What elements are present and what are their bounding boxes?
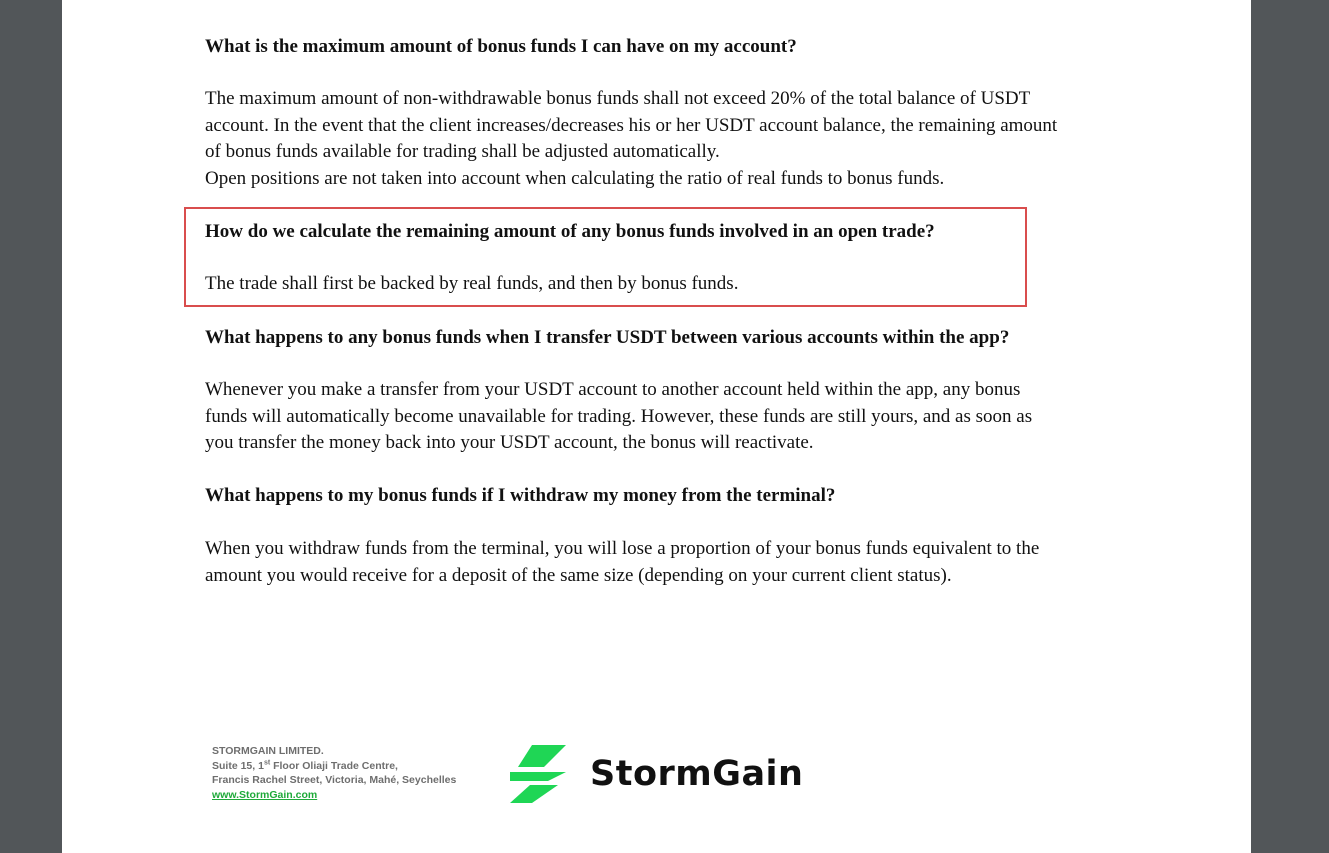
answer-line: amount you would receive for a deposit of the same size (depending on your current client status). (205, 564, 952, 586)
faq-question-2: How do we calculate the remaining amount of any bonus funds involved in an open trade? (205, 221, 935, 242)
highlight-box (184, 207, 1027, 307)
footer-address (212, 744, 456, 802)
footer-company: STORMGAIN LIMITED. (212, 745, 324, 757)
stormgain-logo (510, 745, 803, 803)
answer-line: you transfer the money back into your USDT account, the bonus will reactivate. (205, 432, 814, 453)
answer-line: account. In the event that the client increases/decreases his or her USDT account balance, the remaining amount (205, 114, 1058, 136)
answer-line: Whenever you make a transfer from your USDT account to another account held within the app, any bonus (205, 379, 1021, 400)
answer-line: The trade shall first be backed by real funds, and then by bonus funds. (205, 273, 739, 294)
faq-answer-4 (205, 536, 1115, 589)
answer-line: of bonus funds available for trading shall be adjusted automatically. (205, 141, 720, 162)
document-page (62, 0, 1251, 853)
answer-line: funds will automatically become unavailable for trading. However, these funds are still yours, and as soon as (205, 405, 1033, 427)
faq-question-3: What happens to any bonus funds when I transfer USDT between various accounts within the app? (205, 327, 1010, 348)
faq-question-4: What happens to my bonus funds if I withdraw my money from the terminal? (205, 485, 836, 506)
answer-line: When you withdraw funds from the terminal, you will lose a proportion of your bonus funds equivalent to the (205, 538, 1040, 559)
footer-address-line-2: Francis Rachel Street, Victoria, Mahé, Seychelles (212, 774, 457, 786)
footer-website-link[interactable]: www.StormGain.com (212, 788, 318, 801)
faq-answer-3 (205, 377, 1115, 457)
lightning-bolt-logo-icon (510, 745, 566, 803)
logo-wordmark: StormGain (590, 754, 804, 794)
footer-address-line-1: Suite 15, 1st Floor Oliaji Trade Centre, (212, 759, 398, 772)
answer-line: Open positions are not taken into account when calculating the ratio of real funds to bonus funds. (205, 167, 945, 189)
faq-answer-1 (205, 86, 1115, 192)
faq-question-1: What is the maximum amount of bonus funds I can have on my account? (205, 36, 797, 57)
answer-line: The maximum amount of non-withdrawable bonus funds shall not exceed 20% of the total balance of USDT (205, 88, 1031, 109)
